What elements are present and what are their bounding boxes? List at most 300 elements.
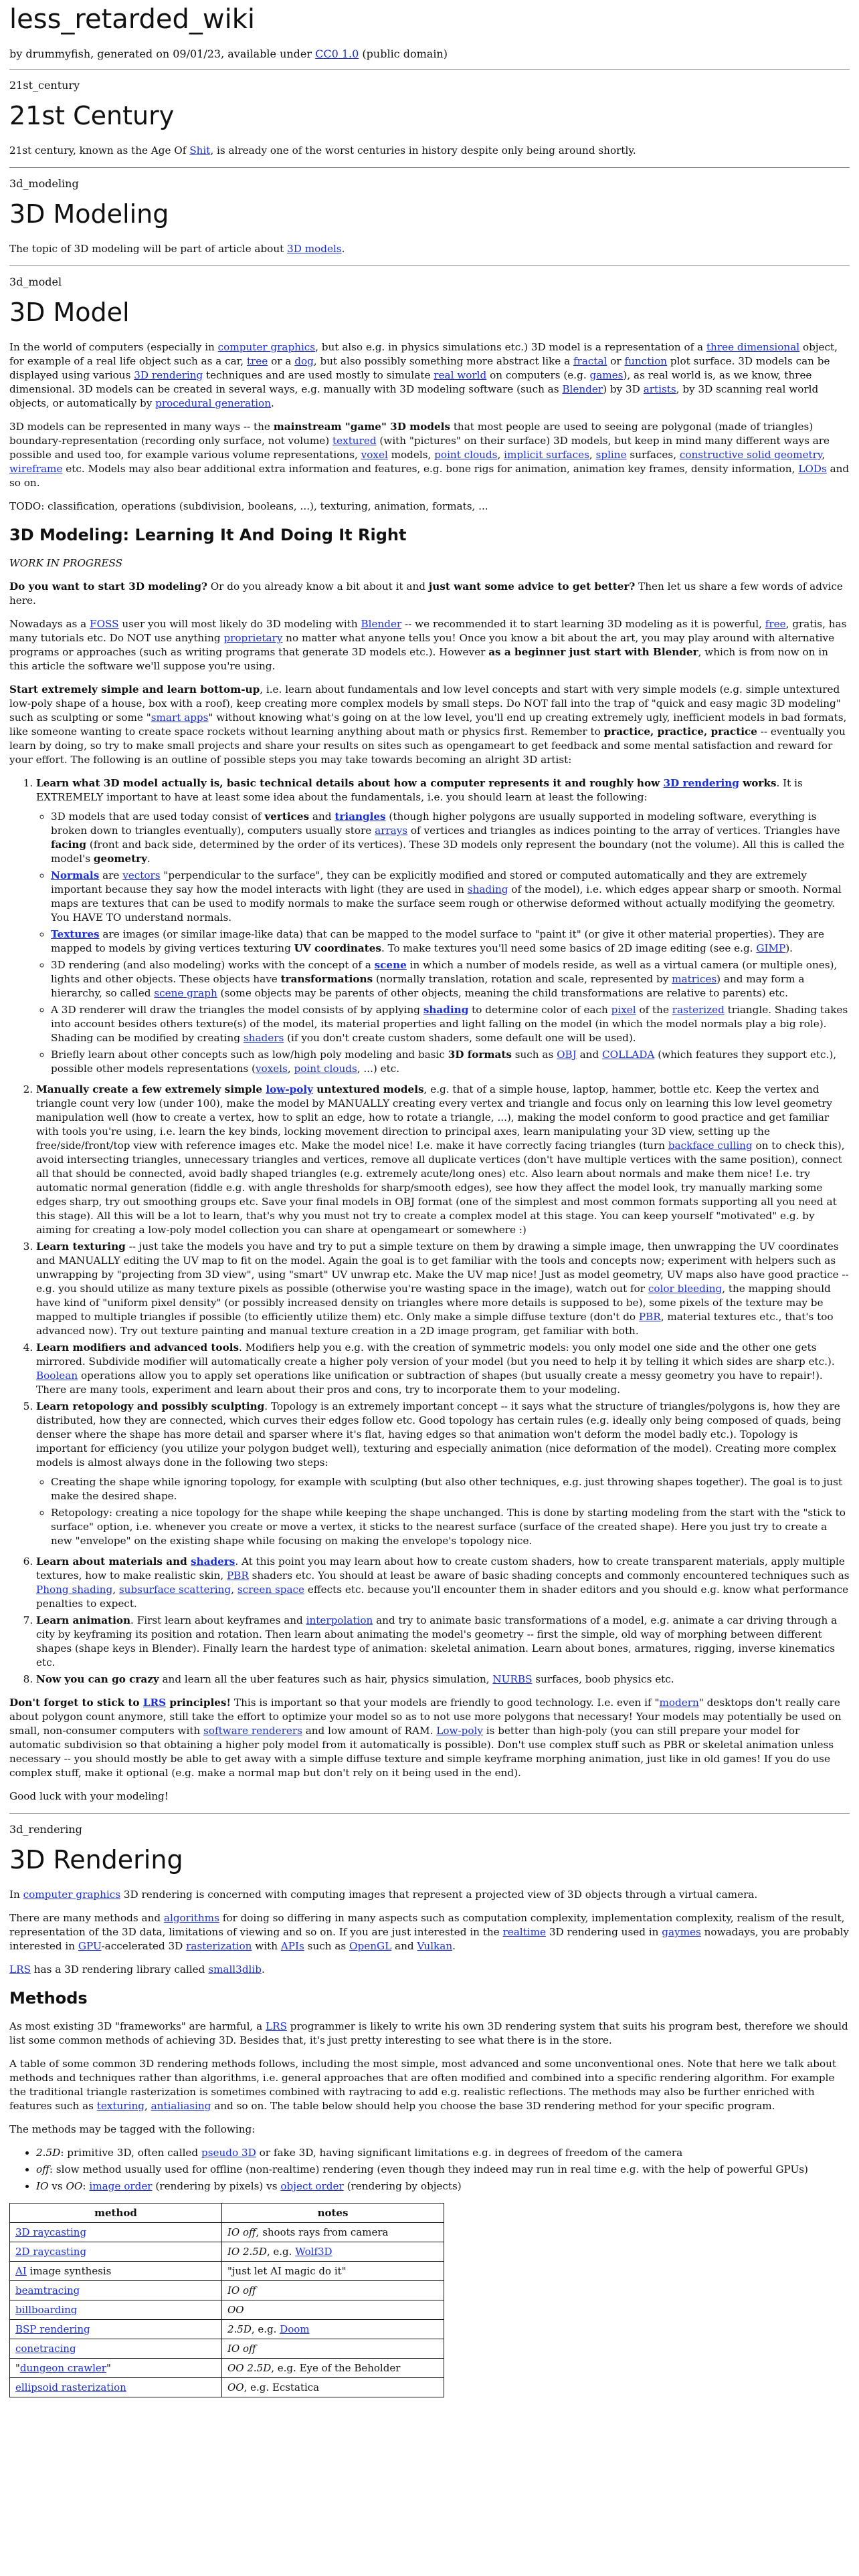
link-tree[interactable]: tree xyxy=(246,355,268,367)
text: and try to animate basic transformations of a model, e.g. animate a car driving through a city by keyframing its position and rotation. Then learn about animating the model's geometry -- first the simple, old way of morphing between different shapes (shape keys in Blender). Finally learn the hardest type of animation: skeletal animation. Learn about bones, armatures, rigging, inverse kinematics etc. xyxy=(36,1614,838,1669)
link-ellipsoid-rasterization[interactable]: ellipsoid rasterization xyxy=(15,2381,126,2393)
bold-text: geometry xyxy=(93,853,147,865)
text: Nowadays as a xyxy=(9,618,90,630)
link-computer-graphics[interactable]: computer graphics xyxy=(217,341,316,353)
italic-text: OO xyxy=(227,2381,244,2393)
text: ) and may form a hierarchy, so called xyxy=(51,973,805,999)
text: , is already one of the worst centuries in history despite only being around shortly. xyxy=(210,144,636,156)
text: shaders etc. You should at least be aware of basic shading concepts and commonly encountered techniques such as xyxy=(248,1570,850,1582)
list-item xyxy=(36,776,850,1076)
link-smart-apps[interactable]: smart apps xyxy=(151,712,209,724)
link-rasterized[interactable]: rasterized xyxy=(672,1004,725,1016)
link-conetracing[interactable]: conetracing xyxy=(15,2343,76,2355)
table-row xyxy=(10,2339,444,2359)
link-pseudo-3d[interactable]: pseudo 3D xyxy=(201,2147,256,2159)
list-item xyxy=(36,1341,850,1397)
link-vectors[interactable]: vectors xyxy=(122,869,161,881)
bold-text: Manually create a few extremely simple xyxy=(36,1083,266,1095)
link-three-dimensional[interactable]: three dimensional xyxy=(706,341,800,353)
bold-text: mainstream "game" 3D models xyxy=(273,421,450,433)
link-shading[interactable]: shading xyxy=(467,883,508,895)
list-item xyxy=(36,1673,850,1687)
link-object-order[interactable]: object order xyxy=(280,2180,344,2192)
text: (with "pictures" on their surface) 3D models, but keep in mind many different ways are possible and used too, for example various volume representations, xyxy=(9,435,830,461)
text: , e.g. Ecstatica xyxy=(244,2381,320,2393)
text: "just let AI magic do it" xyxy=(227,2265,347,2277)
link-bsp-rendering[interactable]: BSP rendering xyxy=(15,2323,90,2335)
text: vs xyxy=(48,2180,66,2192)
text: , e.g. that of a simple house, laptop, hammer, bottle etc. Keep the vertex and triangle count very low (under 100), make the model by MANUALLY creating every vertex and triangle and focus only on learning this low level geometry manipulation well (how to create a vertex, how to split an edge, how to rotate a triangle, ...), making the model conform to good practice and get familiar with tools you're using, i.e. learn the key binds, locking movement direction to principal axes, learn manipulating your 3D view, setting up the free/side/front/top view with reference images etc. Make the model nice! I.e. make it have correctly facing triangles (turn xyxy=(36,1083,833,1152)
list-item xyxy=(36,2179,850,2193)
paragraph xyxy=(9,2057,850,2113)
bold-text: Learn animation xyxy=(36,1614,131,1626)
byline-text: by drummyfish, generated on 09/01/23, available under xyxy=(9,47,316,60)
step-text xyxy=(36,777,803,803)
link-procedural-generation[interactable]: procedural generation xyxy=(155,397,271,409)
text: has a 3D rendering library called xyxy=(30,1963,209,1975)
paragraph xyxy=(9,1888,850,1902)
text: (though higher polygons are usually supported in modeling software, everything is broken down to triangles eventually), computers usually store xyxy=(51,811,817,837)
italic-text: IO xyxy=(36,2180,49,2192)
link-implicit-surfaces[interactable]: implicit surfaces xyxy=(504,449,589,461)
section-heading: 3D Modeling: Learning It And Doing It Right xyxy=(9,526,407,544)
link-constructive-solid-geometry[interactable]: constructive solid geometry xyxy=(679,449,822,461)
text: ) by 3D xyxy=(603,383,644,395)
text: of the model), i.e. which edges appear sharp or smooth. Normal maps are textures that can be used to modify normals to make the surface seem rough or otherwise deformed without actually modifying the geometry. You HAVE TO understand normals. xyxy=(51,883,842,924)
bold-text: Learn modifiers and advanced tools xyxy=(36,1341,240,1354)
notes-cell xyxy=(222,2320,444,2339)
bold-text: UV coordinates xyxy=(294,942,381,954)
text: (front and back side, determined by the order of its vertices). These 3D models only represent the boundary (not the volume). All this is called the model's xyxy=(51,839,845,865)
link-doom[interactable]: Doom xyxy=(280,2323,310,2335)
text: -- eventually you learn by doing, so try to make small projects and share your results on sites such as opengameart to get feedback and some mental satisfaction and reward for your effort. The following is an outline of possible steps you may take towards becoming an alright 3D artist: xyxy=(9,726,846,766)
link-computer-graphics[interactable]: computer graphics xyxy=(23,1889,121,1901)
text: -accelerated 3D xyxy=(101,1940,187,1952)
link-point-clouds[interactable]: point clouds xyxy=(434,449,498,461)
link-lrs[interactable]: LRS xyxy=(265,2020,287,2032)
wip-note xyxy=(9,556,850,570)
link-scene-graph[interactable]: scene graph xyxy=(154,987,217,999)
text: . xyxy=(147,853,151,865)
text: and so on. xyxy=(9,463,850,489)
wiki-title: less_retarded_wiki xyxy=(9,4,256,35)
link-matrices[interactable]: matrices xyxy=(672,973,717,985)
list-item xyxy=(51,1048,850,1076)
text: , which is from now on in this article the software we'll suppose you're using. xyxy=(9,646,828,672)
link-arrays[interactable]: arrays xyxy=(375,825,408,837)
link-wireframe[interactable]: wireframe xyxy=(9,463,63,475)
link-interpolation[interactable]: interpolation xyxy=(306,1614,373,1626)
link-pbr[interactable]: PBR xyxy=(226,1570,249,1582)
table-row xyxy=(10,2242,444,2262)
text: , xyxy=(112,1584,119,1596)
link-realtime[interactable]: realtime xyxy=(502,1926,546,1938)
link-gpu[interactable]: GPU xyxy=(78,1940,102,1952)
link-collada[interactable]: COLLADA xyxy=(602,1049,655,1061)
divider xyxy=(9,167,850,168)
link-vulkan[interactable]: Vulkan xyxy=(417,1940,453,1952)
bold-text: Learn retopology and possibly sculpting xyxy=(36,1400,265,1412)
bold-text: Do you want to start 3D modeling? xyxy=(9,580,207,593)
link-textured[interactable]: textured xyxy=(332,435,377,447)
bold-text: Learn texturing xyxy=(36,1241,126,1253)
divider xyxy=(9,69,850,70)
link-3d-rendering[interactable]: 3D rendering xyxy=(134,369,203,381)
text: on to check this), avoid intersecting triangles, unnecessary triangles and vertices, remove all duplicate vertices (don't have multiple vertices with the same position), connect all that should be connected, avoid badly shaped triangles (e.g. extremely acute/long ones) etc. Also learn about normals and make them nice! I.e. try automatic normal generation (fiddle e.g. with angle thresholds for sharp/smooth edges), see how they affect the model look, try manually marking some edges sharp, try out smoothing groups etc. Save your final models in OBJ format (one of the simplest and most common formats supporting all you need at this stage). All this will be a lot to learn, that's why you must not try to create a complex model at this stage. You can keep yourself "motivated" e.g. by aiming for creating a low-poly model collection you can share at opengameart or somewhere :) xyxy=(36,1140,845,1236)
text: 3D rendering (and also modeling) works with the concept of a xyxy=(51,959,375,971)
link-boolean[interactable]: Boolean xyxy=(36,1370,78,1382)
link-shaders[interactable]: shaders xyxy=(191,1555,235,1568)
text: etc. Models may also bear additional extra information and features, e.g. bone rigs for animation, animation key frames, density information, xyxy=(62,463,799,475)
byline-suffix: (public domain) xyxy=(359,47,448,60)
link-blender[interactable]: Blender xyxy=(562,383,603,395)
text: (some objects may be parents of other objects, meaning the child transformations are relative to parents) etc. xyxy=(217,987,788,999)
text: with xyxy=(252,1940,281,1952)
text: "perpendicular to the surface", they can be explicitly modified and stored or computed automatically and they are extremely important because they say how the model interacts with light (they are used in xyxy=(51,869,807,895)
text: There are many methods and xyxy=(9,1912,164,1924)
text: : xyxy=(82,2180,90,2192)
paragraph xyxy=(9,1963,850,1977)
text: techniques and are used mostly to simulate xyxy=(203,369,434,381)
notes-cell xyxy=(222,2359,444,2378)
text: A 3D renderer will draw the triangles the model consists of by applying xyxy=(51,1004,423,1016)
link-shit[interactable]: Shit xyxy=(189,144,211,156)
italic-text: IO off xyxy=(227,2284,256,2296)
topology-steps-list xyxy=(36,1475,850,1548)
bold-text: facing xyxy=(51,839,87,851)
link-3d-raycasting[interactable]: 3D raycasting xyxy=(15,2226,87,2238)
text: . First learn about keyframes and xyxy=(130,1614,306,1626)
link-scene[interactable]: scene xyxy=(374,959,407,971)
byline xyxy=(9,47,850,61)
bold-text: untextured models xyxy=(313,1083,424,1095)
italic-text: IO off xyxy=(227,2226,256,2238)
list-item xyxy=(51,958,850,1000)
link-low-poly[interactable]: low-poly xyxy=(266,1083,313,1095)
text: 3D models can be represented in many ways -- the xyxy=(9,421,274,433)
text: . Modifiers help you e.g. with the creation of symmetric models: you only model one side and the other one gets mirrored. Subdivide modifier will automatically create a higher poly version of your model (but you need to help it by telling it which sides are sharp etc.). xyxy=(36,1341,835,1368)
link-ai[interactable]: AI xyxy=(15,2265,27,2277)
text: , e.g. xyxy=(266,2246,296,2258)
methods-table xyxy=(9,2203,444,2397)
bold-text: Now you can go crazy xyxy=(36,1673,159,1685)
italic-text: OO xyxy=(66,2180,83,2192)
link-image-order[interactable]: image order xyxy=(89,2180,153,2192)
text: Briefly learn about other concepts such as low/high poly modeling and basic xyxy=(51,1049,448,1061)
italic-text: 2.5D xyxy=(36,2147,61,2159)
text: of vertices and triangles as indices pointing to the array of vertices. Triangles have xyxy=(407,825,840,837)
text: Or do you already know a bit about it and xyxy=(207,580,429,593)
text: . Topology is an extremely important concept -- it says what the structure of triangles/polygons is, how they are distributed, how they are connected, which curves their edges follow etc. Good topology has certain rules (e.g. ideally only being composed of quads, being denser where the shape has more detail and sparser where it's flat, having edges so that animation won't deform the model badly etc.). Topology is important for efficiency (you utilize your polygon budget well), texturing and especially animation (nice deformation of the model). Creating more complex models is almost always done in the following two steps: xyxy=(36,1400,842,1469)
text: are xyxy=(99,869,123,881)
text: This is important so that your models are friendly to good technology. I.e. even if " xyxy=(231,1697,660,1709)
link-2d-raycasting[interactable]: 2D raycasting xyxy=(15,2246,87,2258)
text: ), as real world is, as we know, three dimensional. 3D models can be created in several ways, e.g. manually with 3D modeling software (such as xyxy=(9,369,812,395)
link-phong-shading[interactable]: Phong shading xyxy=(36,1584,113,1596)
text: , xyxy=(589,449,596,461)
text: , ...) etc. xyxy=(357,1063,400,1075)
link-beamtracing[interactable]: beamtracing xyxy=(15,2284,80,2296)
text: (normally translation, rotation and scale, represented by xyxy=(373,973,672,985)
link-voxel[interactable]: voxel xyxy=(361,449,388,461)
text: on computers (e.g. xyxy=(486,369,590,381)
todo-note: TODO: classification, operations (subdivision, booleans, ...), texturing, animation, formats, ... xyxy=(9,500,488,512)
list-item xyxy=(51,810,850,866)
text: : slow method usually used for offline (non-realtime) rendering (even though they indeed may run in real time e.g. with the help of powerful GPUs) xyxy=(49,2163,808,2175)
bold-text: Don't forget to stick to xyxy=(9,1697,143,1709)
tags-list xyxy=(9,2146,850,2193)
text: Then let us share a few words of advice here. xyxy=(9,580,843,607)
text: nowadays, you are probably interested in xyxy=(9,1926,849,1952)
link-blender[interactable]: Blender xyxy=(361,618,402,630)
link-screen-space[interactable]: screen space xyxy=(237,1584,305,1596)
link-apis[interactable]: APIs xyxy=(280,1940,304,1952)
bold-text: principles! xyxy=(166,1697,231,1709)
link-point-clouds[interactable]: point clouds xyxy=(294,1063,357,1075)
method-cell xyxy=(10,2300,222,2320)
italic-text: OO 2.5D xyxy=(227,2362,272,2374)
notes-cell xyxy=(222,2223,444,2242)
method-cell xyxy=(10,2223,222,2242)
text: models, xyxy=(387,449,435,461)
link-foss[interactable]: FOSS xyxy=(90,618,119,630)
article-title: 3D Model xyxy=(9,298,130,327)
text: . It is EXTREMELY important to have at least some idea about the fundamentals, i.e. you should learn at least the following: xyxy=(36,777,803,803)
notes-cell xyxy=(222,2300,444,2320)
list-item xyxy=(36,1614,850,1670)
text: effects etc. because you'll encounter them in shader editors and you should e.g. know what performance penalties to expect. xyxy=(36,1584,849,1610)
link-gaymes[interactable]: gaymes xyxy=(662,1926,701,1938)
text: " xyxy=(15,2362,20,2374)
link-lrs[interactable]: LRS xyxy=(9,1963,31,1975)
bold-text: vertices xyxy=(264,811,310,823)
license-link[interactable]: CC0 1.0 xyxy=(315,47,359,60)
link-spline[interactable]: spline xyxy=(595,449,627,461)
fundamentals-list xyxy=(36,810,850,1076)
text: and so on. The table below should help you choose the base 3D rendering method for your specific program. xyxy=(211,2100,775,2112)
link-pbr[interactable]: PBR xyxy=(638,1311,661,1323)
text: , the mapping should have kind of "uniform pixel density" (or possibly increased density on triangles where more details is supposed to be), some pixels of the texture may be mapped to multiple triangles if possible (to efficiently utilize them) etc. Only make a simple diffuse texture (don't do xyxy=(36,1283,831,1323)
bold-text: works xyxy=(739,777,777,789)
link-color-bleeding[interactable]: color bleeding xyxy=(648,1283,723,1295)
paragraph xyxy=(9,1696,850,1780)
text: are images (or similar image-like data) that can be mapped to the model surface to "paint it" (or give it other material properties). They are mapped to models by giving vertices texturing xyxy=(51,928,825,954)
link-free[interactable]: free xyxy=(765,618,786,630)
link-texturing[interactable]: texturing xyxy=(96,2100,145,2112)
text: (if you don't create custom shaders, some default one will be used). xyxy=(284,1032,636,1044)
link-lods[interactable]: LODs xyxy=(798,463,827,475)
link-function[interactable]: function xyxy=(624,355,668,367)
wip-text: WORK IN PROGRESS xyxy=(9,557,123,569)
text: , but also e.g. in physics simulations etc.) 3D model is a representation of a xyxy=(315,341,706,353)
link-obj[interactable]: OBJ xyxy=(557,1049,577,1061)
link-3d-models[interactable]: 3D models xyxy=(287,243,342,255)
text: 3D models that are used today consist of xyxy=(51,811,265,823)
text: A table of some common 3D rendering methods follows, including the most simple, most advanced and some unconventional ones. Note that here we talk about methods and techniques rather than algorithms, i.e. general approaches that are often modified and combined into a specific rendering algorithm. For example the traditional triangle rasterization is sometimes combined with raytracing to add e.g. realistic reflections. The methods may also be further enriched with features such as xyxy=(9,2058,837,2112)
method-cell xyxy=(10,2320,222,2339)
paragraph xyxy=(9,1911,850,1953)
link-shading[interactable]: shading xyxy=(423,1004,469,1016)
text: for doing so differing in many aspects such as computation complexity, implementation complexity, realism of the result, representation of the 3D data, limitations of viewing and so on. If you are just interested in the xyxy=(9,1912,845,1938)
link-triangles[interactable]: triangles xyxy=(335,811,386,823)
paragraph xyxy=(9,420,850,490)
text: in which a number of models reside, as well as a virtual camera (or multiple ones), lights and other objects. These objects have xyxy=(51,959,838,985)
text: and xyxy=(391,1940,417,1952)
text: and xyxy=(309,811,335,823)
text: and learn all the uber features such as hair, physics simulation, xyxy=(159,1673,493,1685)
text: , e.g. Eye of the Beholder xyxy=(271,2362,401,2374)
link-games[interactable]: games xyxy=(589,369,624,381)
text: or fake 3D, having significant limitations e.g. in degrees of freedom of the camera xyxy=(256,2147,683,2159)
article-title: 21st Century xyxy=(9,101,175,130)
text: 3D rendering used in xyxy=(546,1926,662,1938)
text: of the xyxy=(636,1004,672,1016)
text: (rendering by objects) xyxy=(343,2180,462,2192)
link-dog[interactable]: dog xyxy=(294,355,314,367)
text: In xyxy=(9,1889,23,1901)
link-antialiasing[interactable]: antialiasing xyxy=(151,2100,211,2112)
link-proprietary[interactable]: proprietary xyxy=(223,632,283,644)
link-opengl[interactable]: OpenGL xyxy=(349,1940,392,1952)
text: Retopology: creating a nice topology for the shape while keeping the shape unchanged. This is done by starting modeling from the start with the "stick to surface" option, i.e. whenever you create or move a vertex, it sticks to the nearest surface (surface of the created shape). Here you just try to create a new "envelope" on the existing shape while focusing on making the envelope's topology nice. xyxy=(51,1507,846,1547)
article-slug: 3d_rendering xyxy=(9,1823,82,1836)
link-lrs[interactable]: LRS xyxy=(142,1697,167,1709)
link-small3dlib[interactable]: small3dlib xyxy=(208,1963,262,1975)
bold-text: Start extremely simple and learn bottom-up xyxy=(9,683,260,695)
text: ). xyxy=(785,942,793,954)
link-voxels[interactable]: voxels xyxy=(255,1063,288,1075)
text: " xyxy=(106,2362,111,2374)
link-backface-culling[interactable]: backface culling xyxy=(668,1140,753,1152)
table-row xyxy=(10,2223,444,2242)
text: , xyxy=(287,1063,294,1075)
link-artists[interactable]: artists xyxy=(643,383,676,395)
text: or xyxy=(607,355,625,367)
list-item xyxy=(36,1555,850,1611)
link-software-renderers[interactable]: software renderers xyxy=(203,1725,302,1737)
text: or a xyxy=(268,355,295,367)
bold-text: just want some advice to get better? xyxy=(428,580,636,593)
text: (which features they support etc.), possible other models representations ( xyxy=(51,1049,837,1075)
text: (rendering by pixels) vs xyxy=(152,2180,281,2192)
list-item xyxy=(36,1240,850,1338)
link-subsurface-scattering[interactable]: subsurface scattering xyxy=(118,1584,231,1596)
link-algorithms[interactable]: algorithms xyxy=(163,1912,219,1924)
italic-text: IO off xyxy=(227,2343,256,2355)
list-item xyxy=(51,869,850,925)
article-slug: 3d_modeling xyxy=(9,177,79,190)
link-modern[interactable]: modern xyxy=(659,1697,699,1709)
link-nurbs[interactable]: NURBS xyxy=(492,1673,533,1685)
text: -- we recommended it to start learning 3D modeling as it is powerful, xyxy=(401,618,765,630)
text: , gratis, has many tutorials etc. Do NOT use anything xyxy=(9,618,847,644)
text: -- just take the models you have and try to put a simple texture on them by drawing a simple image, then unwrapping the UV coordinates and MANUALLY editing the UV map to fit on the model. Again the goal is to get familiar with the tools and concepts now; experiment with helpers such as unwrapping by "projecting from 3D view", using "smart" UV unwrap etc. Make the UV map nice! Just as model geometry, UV maps also have good practice -- e.g. you should utilize as many texture pixels as possible (otherwise you're wasting space in the image), watch out for xyxy=(36,1241,849,1295)
section-heading: Methods xyxy=(9,1989,88,2008)
article-slug: 3d_model xyxy=(9,276,62,288)
text: operations allow you to apply set operations like unification or subtraction of shapes (but usually create a messy geometry you have to repair!). There are many tools, experiment and learn about their pros and cons, try to incorporate them to your modeling. xyxy=(36,1370,823,1396)
notes-cell xyxy=(222,2242,444,2262)
table-row xyxy=(10,2281,444,2300)
link-billboarding[interactable]: billboarding xyxy=(15,2304,78,2316)
text: , but also possibly something more abstract like a xyxy=(313,355,573,367)
list-item xyxy=(51,1003,850,1045)
link-shaders[interactable]: shaders xyxy=(243,1032,284,1044)
list-item xyxy=(36,1083,850,1237)
list-item xyxy=(51,1506,850,1548)
text: , xyxy=(497,449,504,461)
link-fractal[interactable]: fractal xyxy=(573,355,607,367)
table-row xyxy=(10,2262,444,2281)
text: . At this point you may learn about how to create custom shaders, how to create transparent materials, apply multiple textures, how to make realistic skin, xyxy=(36,1555,845,1582)
text: , i.e. learn about fundamentals and low level concepts and start with very simple models (e.g. simple untextured low-poly shape of a house, box with a roof), keep creating more complex models by small steps. Do NOT fall into the trap of "quick and easy magic 3D modeling" such as sculpting or some " xyxy=(9,683,841,724)
method-cell xyxy=(10,2242,222,2262)
text: In the world of computers (especially in xyxy=(9,341,218,353)
text: is better than high-poly (you can still prepare your model for automatic subdivision so that obtaining a higher poly model from it automatically is possible). Don't use complex stuff such as PBR or skeletal animation unless necessary -- you should mostly be able to get away with a simple diffuse texture and simple keyframe morphing animation, just like in old games! If you do use complex stuff, make it optional (e.g. make a normal map but don't rely on it being used in the end). xyxy=(9,1725,834,1779)
paragraph xyxy=(9,242,850,256)
link-pixel[interactable]: pixel xyxy=(611,1004,636,1016)
table-row xyxy=(10,2378,444,2397)
text: : primitive 3D, often called xyxy=(60,2147,201,2159)
step-text xyxy=(36,1400,841,1469)
column-header-method: method xyxy=(10,2204,222,2223)
link-gimp[interactable]: GIMP xyxy=(756,942,786,954)
paragraph xyxy=(9,617,850,673)
link-dungeon-crawler[interactable]: dungeon crawler xyxy=(19,2362,106,2374)
text: no matter what anyone tells you! Once you know a bit about the art, you may play around with alternative programs or approaches (such as writing programs that generate 3D models etc.). However xyxy=(9,632,835,658)
text: plot surface. 3D models can be displayed using various xyxy=(9,355,830,381)
text: " desktops don't really care about polygon count anymore, still take the effort to optimize your model so as to not use more polygons that necessary! Your models may potentially be used on small, non-consumer computers with xyxy=(9,1697,842,1737)
text: . xyxy=(270,397,274,409)
paragraph xyxy=(9,683,850,767)
paragraph xyxy=(9,2020,850,2048)
table-row xyxy=(10,2300,444,2320)
paragraph: Good luck with your modeling! xyxy=(9,1790,169,1802)
bold-text: transformations xyxy=(280,973,373,985)
link-wolf3d[interactable]: Wolf3D xyxy=(295,2246,332,2258)
text: programmer is likely to write his own 3D rendering system that suits his program best, therefore we should list some common methods of achieving 3D. Besides that, it's just pretty interesting to see what there is in the store. xyxy=(9,2020,848,2046)
text: such as xyxy=(511,1049,557,1061)
list-item xyxy=(36,1400,850,1548)
text: and xyxy=(576,1049,603,1061)
text: , shoots rays from camera xyxy=(256,2226,389,2238)
text: triangle. Shading takes into account besides others texture(s) of the model, its material properties and light falling on the model (in which the model normals play a big role). Shading can be modified by creating xyxy=(51,1004,848,1044)
text: image synthesis xyxy=(26,2265,112,2277)
text: and low amount of RAM. xyxy=(302,1725,437,1737)
method-cell xyxy=(10,2281,222,2300)
divider xyxy=(9,1813,850,1814)
link-rasterization[interactable]: rasterization xyxy=(186,1940,252,1952)
link-normals[interactable]: Normals xyxy=(51,869,100,881)
text: " without knowing what's going on at the low level, you'll end up creating extremely ugly, inefficient models in bad formats, like someone wanting to create space rockets without learning anything about math or physics first. Remember to xyxy=(9,712,847,738)
link-low-poly[interactable]: Low-poly xyxy=(436,1725,483,1737)
link-textures[interactable]: Textures xyxy=(51,928,100,940)
paragraph: The methods may be tagged with the following: xyxy=(9,2123,256,2135)
link-3d-rendering[interactable]: 3D rendering xyxy=(663,777,739,789)
text: . xyxy=(262,1963,265,1975)
text: that most people are used to seeing are polygonal (made of triangles) boundary-representation (recording only surface, not volume) xyxy=(9,421,814,447)
table-header-row xyxy=(10,2204,444,2223)
article-title: 3D Rendering xyxy=(9,1845,183,1874)
list-item xyxy=(36,2163,850,2177)
text: , xyxy=(822,449,826,461)
text: to determine color of each xyxy=(468,1004,611,1016)
text: such as xyxy=(304,1940,350,1952)
link-real-world[interactable]: real world xyxy=(434,369,487,381)
text: user you will most likely do 3D modeling with xyxy=(118,618,361,630)
italic-text: OO xyxy=(227,2304,244,2316)
text: , e.g. xyxy=(251,2323,280,2335)
bold-text: Learn what 3D model actually is, basic technical details about how a computer represents it and roughly how xyxy=(36,777,664,789)
